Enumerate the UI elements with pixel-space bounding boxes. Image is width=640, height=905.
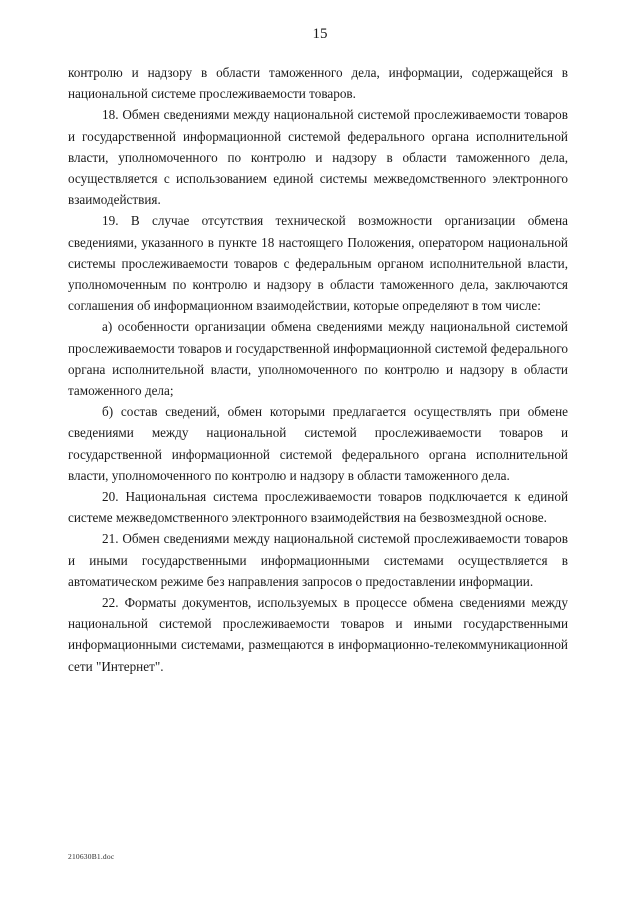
page-number: 15 xyxy=(312,26,328,42)
paragraph-22: 22. Форматы документов, используемых в процессе обмена сведениями между национальной системой прослеживаемости товаров и иными государственными информационными системами, размещаются в информационно-телекоммуникационной сети "Интернет". xyxy=(68,595,568,674)
paragraph-21: 21. Обмен сведениями между национальной системой прослеживаемости товаров и иными государственными информационными системами осуществляется в автоматическом режиме без направления запросов о предоставлении информации. xyxy=(68,531,568,589)
paragraph-20: 20. Национальная система прослеживаемости товаров подключается к единой системе межведомственного электронного взаимодействия на безвозмездной основе. xyxy=(68,489,568,526)
paragraph-18: 18. Обмен сведениями между национальной системой прослеживаемости товаров и государственной информационной системой федерального органа исполнительной власти, уполномоченного по контролю и надзору в области таможенного дела, осуществляется с использованием единой системы межведомственного электронного взаимодействия. xyxy=(68,107,568,208)
paragraph-continuation: контролю и надзору в области таможенного дела, информации, содержащейся в национальной системе прослеживаемости товаров. xyxy=(68,65,568,102)
paragraph-19-a: а) особенности организации обмена сведениями между национальной системой прослеживаемости товаров и государственной информационной системой федерального органа исполнительной власти, уполномоченного по контролю и надзору в области таможенного дела; xyxy=(68,319,568,399)
paragraph-19-b: б) состав сведений, обмен которыми предлагается осуществлять при обмене сведениями между национальной системой прослеживаемости товаров и государственной информационной системой федерального органа исполнительной власти, уполномоченного по контролю и надзору в области таможенного дела. xyxy=(68,404,568,483)
footer-filename: 210630B1.doc xyxy=(68,852,115,861)
paragraph-19: 19. В случае отсутствия технической возможности организации обмена сведениями, указанного в пункте 18 настоящего Положения, оператором национальной системы прослеживаемости товаров с федеральным органом исполнительной власти, уполномоченным по контролю и надзору в области таможенного дела, заключаются соглашения об информационном взаимодействии, которые определяют в том числе: xyxy=(68,213,568,314)
document-body xyxy=(68,62,568,677)
